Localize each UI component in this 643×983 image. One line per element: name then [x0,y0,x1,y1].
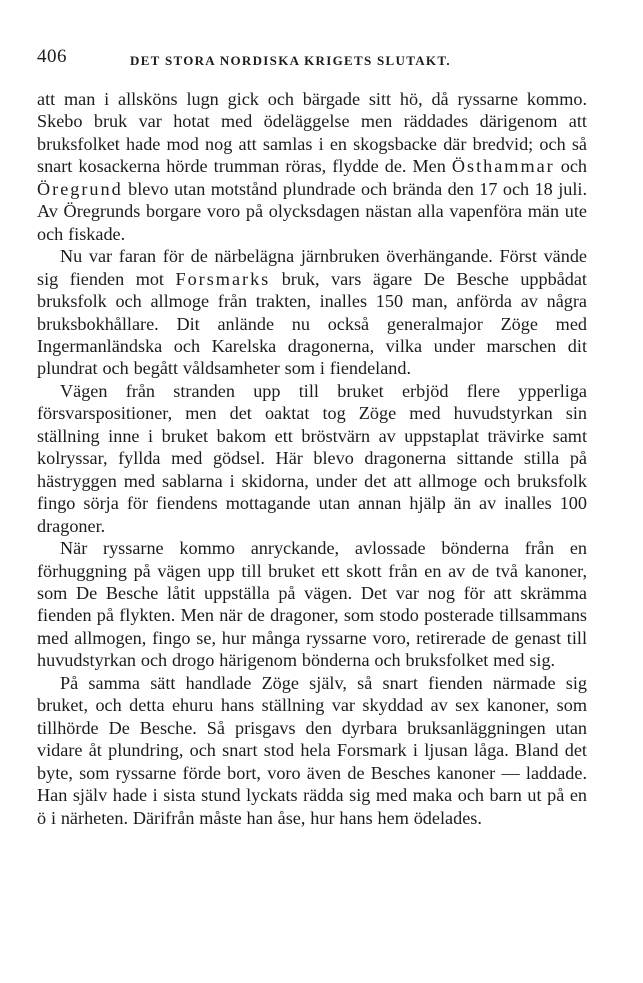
running-title: DET STORA NORDISKA KRIGETS SLUTAKT. [130,53,451,68]
paragraph-1 [37,88,587,245]
paragraph-1-text-a: att man i allsköns lugn gick och bärgade sitt hö, då ryssarne kommo. Skebo bruk var hotat med ödeläggelse men räddades därigenom att bruksfolket hade mod nog att samlas i en skogsbacke där bredvid; och så snart kosackerna hörde trumman röras, flydde de. Men [37,89,587,177]
page-number: 406 [37,46,67,67]
page-header [37,46,587,72]
paragraph-2-text-b: bruk, vars ägare De Besche uppbådat bruksfolk och allmoge från trakten, inalles 150 man, anförda av några bruksbokhållare. Dit anlände nu också generalmajor Zöge med Ingermanländska och Karelska dragonerna, vilka under marschen dit plundrat och begått våldsamheter som i fiendeland. [37,268,587,379]
paragraph-3: Vägen från stranden upp till bruket erbjöd flere ypperliga försvarspositioner, men det oaktat tog Zöge med huvudstyrkan sin ställning inne i bruket bakom ett bröstvärn av uppstaplat trävirke samt kolryssar, fyllda med gödsel. Här blevo dragonerna sittande stilla på hästryggen med sablarna i skidorna, under det att allmoge och bruksfolk fingo sörja för fiendens mottagande utan annan hjälp än av inalles 100 dragoner. [37,380,587,536]
book-page [37,46,587,829]
paragraph-2-text-a: Nu var faran för de närbelägna järnbruken överhängande. Först vände sig fienden mot [37,246,587,289]
paragraph-1-text-b: och [554,156,588,177]
place-name-osthammar: Östhammar [451,156,555,177]
paragraph-2 [37,245,587,380]
paragraph-1-text-c: blevo utan motstånd plundrade och brända den 17 och 18 juli. Av Öregrunds borgare voro på olycksdagen nästan alla vapenföra män ute och fiskade. [37,178,587,244]
place-name-forsmarks: Forsmarks [175,268,271,289]
paragraph-5: På samma sätt handlade Zöge själv, så snart fienden närmade sig bruket, och detta ehuru hans ställning var skyddad av sex kanoner, som tillhörde De Besche. Så prisgavs den dyrbara bruksanläggningen utan vidare åt plundring, och snart stod hela Forsmark i ljusan låga. Bland det byte, som ryssarne förde bort, voro även de Besches kanoner — laddade. Han själv hade i sista stund lyckats rädda sig med maka och barn ut på en ö i närheten. Därifrån måste han åse, hur hans hem ödelades. [37,672,587,828]
body-text [37,88,587,829]
paragraph-4: När ryssarne kommo anryckande, avlossade bönderna från en förhuggning på vägen upp till bruket ett skott från en av de två kanoner, som De Besche låtit uppställa på vägen. Det var nog för att skrämma fienden på flykten. Men när de dragoner, som stodo posterade tillsammans med allmogen, fingo se, hur många ryssarne voro, retirerade de genast till huvudstyrkan och drogo härigenom bönderna och bruksfolket med sig. [37,538,587,671]
place-name-oregrund: Öregrund [37,178,123,199]
